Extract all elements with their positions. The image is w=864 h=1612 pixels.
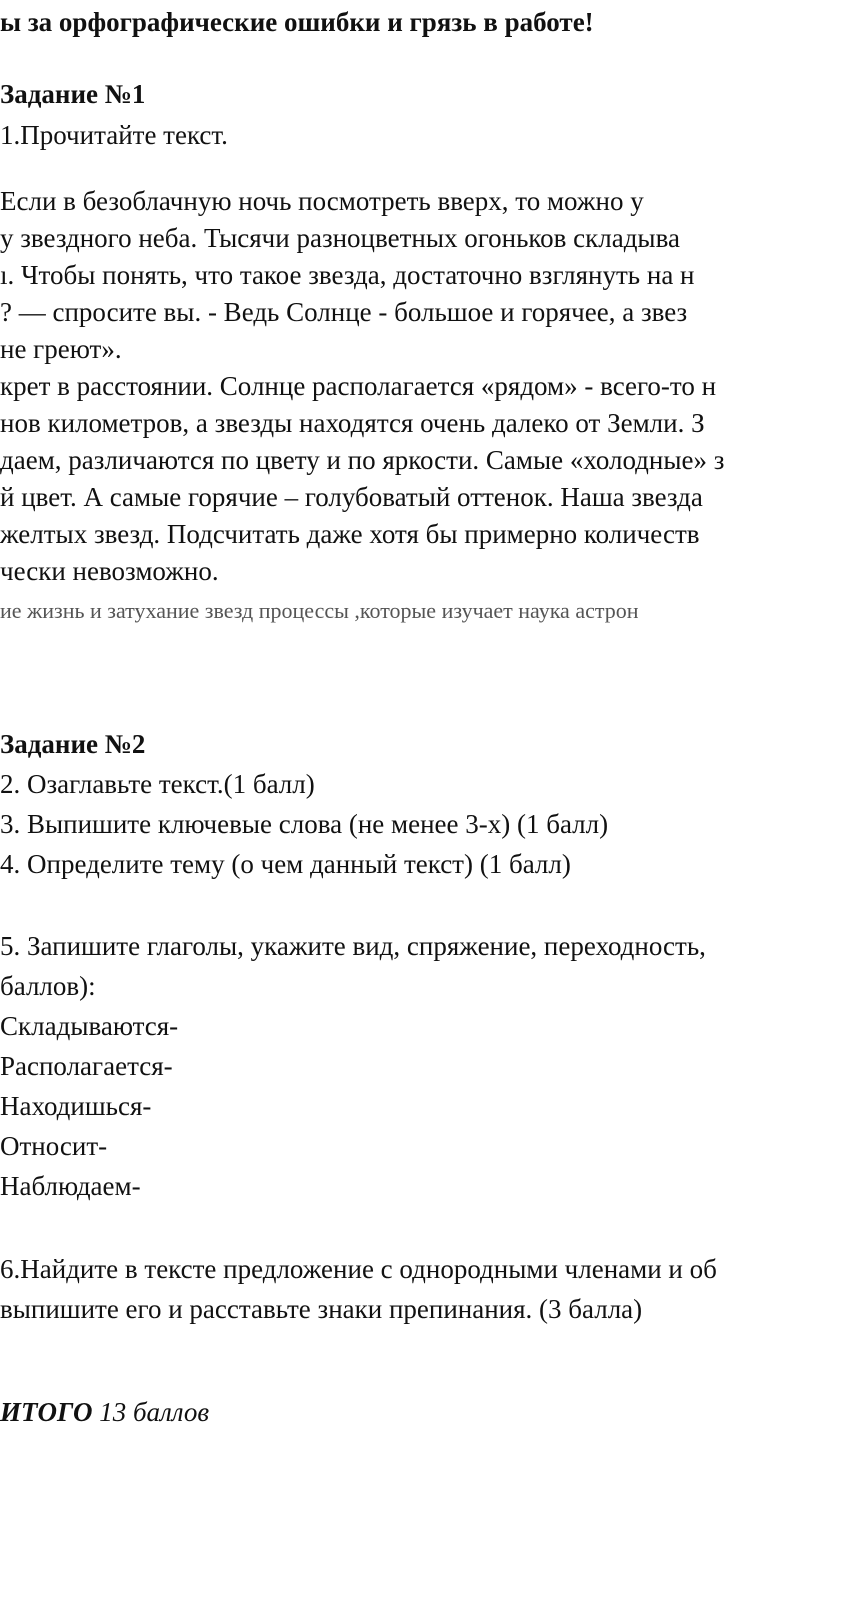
text-line: даем, различаются по цвету и по яркости. Самые «холодные» з (0, 445, 725, 475)
text-line: чески невозможно. (0, 556, 219, 586)
question-6: 6.Найдите в тексте предложение с однородными членами и об (0, 1254, 717, 1284)
text-line: ? — спросите вы. - Ведь Солнце - большое и горячее, а звез (0, 297, 688, 327)
text-line: крет в расстоянии. Солнце располагается «рядом» - всего-то н (0, 371, 717, 401)
total-value: 13 баллов (92, 1397, 210, 1427)
text-line: нов километров, а звезды находятся очень далеко от Земли. З (0, 408, 705, 438)
question-5-cont: баллов): (0, 971, 96, 1001)
question-4: 4. Определите тему (о чем данный текст) (1 балл) (0, 849, 571, 879)
total-score (0, 1396, 209, 1428)
task1-heading: Задание №1 (0, 79, 146, 109)
task2-heading: Задание №2 (0, 729, 146, 759)
verb-item: Относит- (0, 1131, 108, 1161)
question-6-cont: выпишите его и расставьте знаки препинания. (3 балла) (0, 1294, 643, 1324)
text-line-gray: ие жизнь и затухание звезд процессы ,которые изучает наука астрон (0, 598, 639, 623)
question-5: 5. Запишите глаголы, укажите вид, спряжение, переходность, (0, 931, 706, 961)
question-3: 3. Выпишите ключевые слова (не менее 3-х) (1 балл) (0, 809, 609, 839)
header-warning: ы за орфографические ошибки и грязь в работе! (0, 7, 594, 37)
text-line: желтых звезд. Подсчитать даже хотя бы примерно количеств (0, 519, 700, 549)
task1-instruction: 1.Прочитайте текст. (0, 120, 228, 150)
verb-item: Наблюдаем- (0, 1171, 141, 1201)
verb-item: Находишься- (0, 1091, 152, 1121)
text-line: ı. Чтобы понять, что такое звезда, достаточно взглянуть на н (0, 260, 695, 290)
text-line: не греют». (0, 334, 122, 364)
question-2: 2. Озаглавьте текст.(1 балл) (0, 769, 315, 799)
text-line: у звездного неба. Тысячи разноцветных огоньков складыва (0, 223, 680, 253)
total-label: ИТОГО (0, 1397, 93, 1427)
verb-item: Располагается- (0, 1051, 173, 1081)
text-line: Если в безоблачную ночь посмотреть вверх, то можно у (0, 186, 644, 216)
verb-item: Складываются- (0, 1011, 179, 1041)
text-line: й цвет. А самые горячие – голубоватый оттенок. Наша звезда (0, 482, 703, 512)
